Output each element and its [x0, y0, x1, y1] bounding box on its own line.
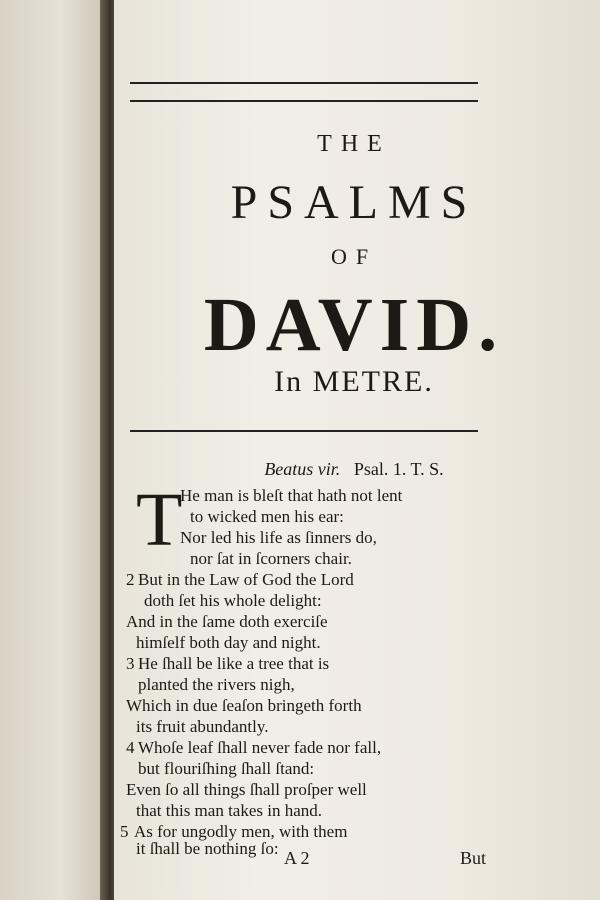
verse-line: And in the ſame doth exerciſe [126, 612, 328, 631]
verse-number: 2 [126, 570, 135, 589]
verse-line: that this man takes in hand. [136, 801, 323, 820]
verse-line: nor ſat in ſcorners chair. [190, 549, 352, 568]
verse-number: 4 [126, 738, 135, 757]
verse-line: He man is bleſt that hath not lent [180, 486, 403, 505]
psalm-reference: Psal. 1. T. S. [353, 459, 444, 479]
title-psalms: PSALMS [230, 176, 478, 229]
catchword: But [460, 848, 487, 868]
verse-line: it ſhall be nothing ſo: [136, 839, 279, 858]
verse-number: 3 [126, 654, 135, 673]
signature-mark: A 2 [284, 848, 310, 868]
title-of: OF [330, 244, 378, 269]
top-rule [130, 100, 478, 102]
title-david: DAVID. [203, 283, 505, 367]
verse-line: Even ſo all things ſhall proſper well [126, 780, 367, 799]
drop-cap: T [136, 478, 183, 562]
verse-line: Nor led his life as ſinners do, [180, 528, 377, 547]
verse-line: to wicked men his ear: [190, 507, 344, 526]
verse-line: As for ungodly men, with them [134, 822, 348, 841]
title-metre: In METRE. [274, 365, 434, 398]
verse-line: doth ſet his whole delight: [144, 591, 322, 610]
heading-rule [130, 430, 478, 432]
verse-line: He ſhall be like a tree that is [138, 654, 330, 673]
verse-line: himſelf both day and night. [136, 633, 321, 652]
verse-line: but flouriſhing ſhall ſtand: [138, 759, 315, 778]
verse-line: Which in due ſeaſon bringeth forth [126, 696, 362, 715]
verse-line: its fruit abundantly. [136, 717, 269, 736]
verse-line: But in the Law of God the Lord [138, 570, 354, 589]
verse-number: 5 [120, 822, 129, 841]
psalm-heading [114, 459, 594, 480]
right-page [114, 0, 600, 900]
verse-line: Whoſe leaf ſhall never fade nor fall, [138, 738, 382, 757]
title-the: THE [317, 131, 391, 157]
psalm-latin-incipit: Beatus vir. [264, 459, 341, 479]
top-rule-thin [130, 82, 478, 84]
verse-line: planted the rivers nigh, [138, 675, 295, 694]
left-page [0, 0, 112, 900]
